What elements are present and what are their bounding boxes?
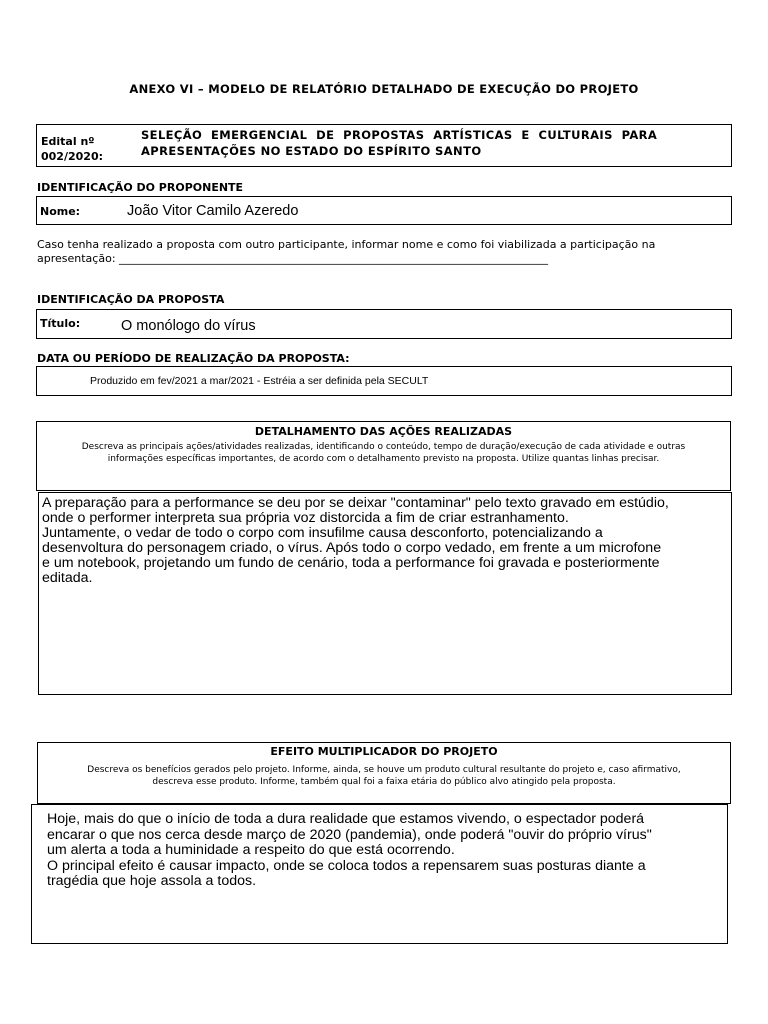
participacao-note	[37, 238, 655, 266]
efeito-text	[47, 812, 725, 890]
data-value: Produzido em fev/2021 a mar/2021 - Estréia a ser definida pela SECULT	[90, 375, 429, 387]
acoes-line: A preparação para a performance se deu por se deixar "contaminar" pelo texto gravado em estúdio,	[42, 495, 669, 511]
participacao-line2: apresentação: ______________________________________________________________________________	[37, 252, 549, 265]
efeito-instr-line1: Descreva os benefícios gerados pelo projeto. Informe, ainda, se houve um produto cultural resultante do projeto e, caso afirmativo,	[87, 765, 681, 775]
efeito-line: O principal efeito é causar impacto, onde se coloca todos a repensarem suas posturas diante a	[47, 857, 646, 874]
efeito-heading: EFEITO MULTIPLICADOR DO PROJETO	[270, 745, 498, 758]
acoes-line: onde o performer interpreta sua própria voz distorcida a fim de criar estranhamento.	[42, 510, 569, 526]
acoes-line: editada.	[42, 570, 93, 586]
efeito-line: tragédia que hoje assola a todos.	[47, 873, 257, 889]
edital-text-line2: APRESENTAÇÕES NO ESTADO DO ESPÍRITO SANTO	[141, 144, 482, 158]
efeito-line: Hoje, mais do que o início de toda a dura realidade que estamos vivendo, o espectador poderá	[47, 811, 645, 827]
acoes-line: e um notebook, projetando um fundo de cenário, toda a performance foi gravada e posteriormente	[42, 555, 660, 571]
edital-label-line2: 002/2020:	[41, 150, 103, 163]
acoes-instr-line2: informações específicas importantes, de acordo com o detalhamento previsto na proposta. Utilize quantas linhas precisar.	[107, 454, 660, 464]
nome-label: Nome:	[40, 205, 81, 218]
efeito-line: um alerta a toda a huminidade a respeito do que está ocorrendo.	[47, 842, 455, 858]
acoes-line: desenvoltura do personagem criado, o vírus. Após todo o corpo vedado, em frente a um microfone	[42, 540, 662, 556]
acoes-text	[42, 496, 732, 586]
efeito-instr-line2: descreva esse produto. Informe, também qual foi a faixa etária do público alvo atingido pela proposta.	[152, 777, 616, 787]
acoes-heading: DETALHAMENTO DAS AÇÕES REALIZADAS	[254, 425, 513, 438]
titulo-label: Título:	[40, 317, 81, 330]
participacao-line1: Caso tenha realizado a proposta com outro participante, informar nome e como foi viabilizada a participação na	[37, 238, 656, 251]
acoes-line: Juntamente, o vedar de todo o corpo com insufilme causa desconforto, potencializando a	[42, 525, 603, 541]
efeito-line: encarar o que nos cerca desde março de 2020 (pandemia), onde poderá "ouvir do próprio vírus"	[47, 826, 652, 843]
edital-label-line1: Edital nº	[41, 135, 95, 148]
edital-text	[141, 127, 729, 159]
document-title: ANEXO VI – MODELO DE RELATÓRIO DETALHADO DE EXECUÇÃO DO PROJETO	[129, 82, 639, 96]
proposta-heading: IDENTIFICAÇÃO DA PROPOSTA	[37, 293, 225, 306]
edital-text-line1: SELEÇÃO EMERGENCIAL DE PROPOSTAS ARTÍSTICAS E CULTURAIS PARA	[141, 128, 658, 142]
proponente-heading: IDENTIFICAÇÃO DO PROPONENTE	[37, 181, 244, 194]
edital-label	[41, 134, 103, 164]
acoes-instructions	[36, 441, 731, 465]
efeito-instructions	[37, 764, 731, 788]
nome-value: João Vitor Camilo Azeredo	[127, 203, 299, 219]
titulo-value: O monólogo do vírus	[121, 318, 256, 334]
acoes-instr-line1: Descreva as principais ações/atividades realizadas, identificando o conteúdo, tempo de duração/execução de cada atividade e outras	[81, 442, 686, 452]
data-heading: DATA OU PERÍODO DE REALIZAÇÃO DA PROPOSTA:	[37, 352, 350, 365]
